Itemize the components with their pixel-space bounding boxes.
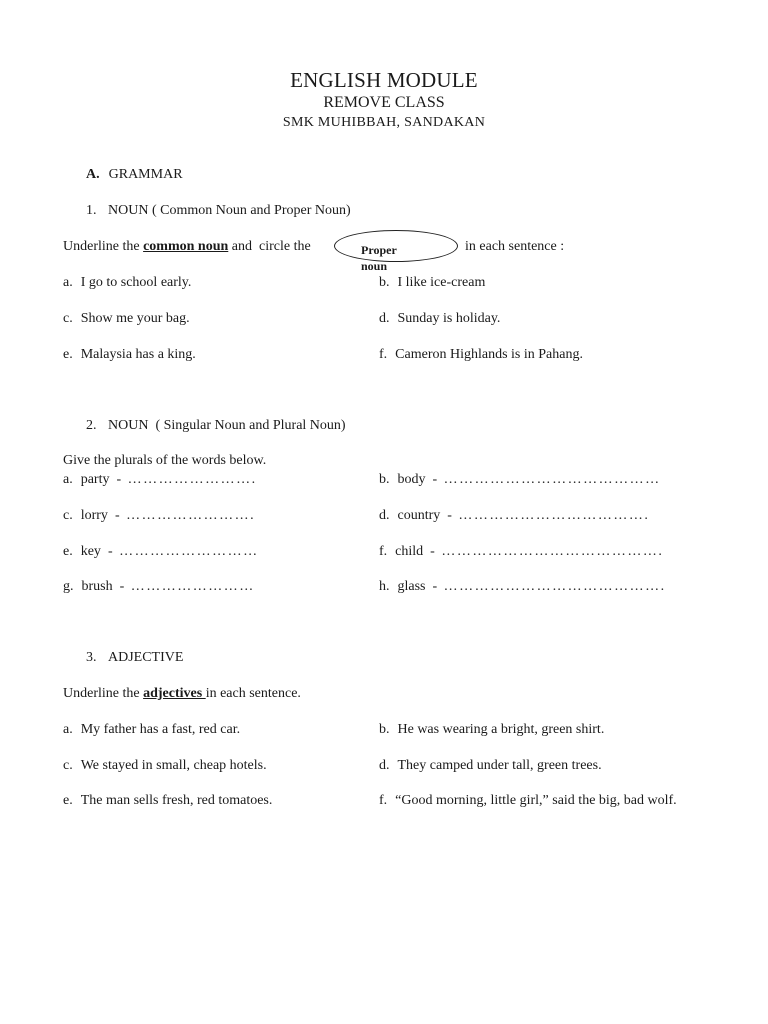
- item-word: glass: [397, 579, 426, 594]
- class-subtitle: REMOVE CLASS: [323, 94, 445, 111]
- part3-instruction-post: in each sentence.: [205, 686, 301, 701]
- item-letter: b.: [379, 722, 390, 737]
- item-letter: d.: [379, 508, 390, 523]
- item-text: I go to school early.: [80, 275, 192, 290]
- answer-blank: - ……………………………….: [447, 508, 650, 523]
- part3-item-b: [379, 723, 604, 737]
- answer-blank: - …………………………………….: [432, 579, 666, 594]
- part2-item-d: [379, 509, 649, 523]
- part1-heading-text: NOUN ( Common Noun and Proper Noun): [108, 203, 351, 218]
- answer-blank: - ……………………: [119, 579, 255, 594]
- part3-instruction-pre: Underline the: [63, 686, 144, 701]
- answer-blank: - ……………………………………: [432, 472, 661, 487]
- part3-heading: [86, 651, 183, 665]
- part2-item-g: [63, 580, 255, 594]
- item-word: key: [80, 544, 101, 559]
- item-text: He was wearing a bright, green shirt.: [397, 722, 605, 737]
- part2-heading: [86, 419, 346, 433]
- part1-item-f: [379, 348, 583, 362]
- proper-noun-oval-label: Proper noun: [361, 243, 397, 273]
- answer-blank: - …………………….: [114, 508, 256, 523]
- part2-instruction: Give the plurals of the words below.: [63, 453, 267, 468]
- part2-item-c: [63, 509, 255, 523]
- item-word: body: [397, 472, 426, 487]
- module-title: ENGLISH MODULE: [290, 68, 478, 92]
- part3-item-d: [379, 759, 602, 773]
- item-letter: e.: [63, 544, 73, 559]
- item-text: “Good morning, little girl,” said the big, bad wolf.: [395, 793, 677, 808]
- part1-item-d: [379, 312, 500, 326]
- part2-number: 2.: [86, 418, 97, 433]
- item-text: Sunday is holiday.: [397, 311, 501, 326]
- part2-item-b: [379, 473, 661, 487]
- section-a-name: GRAMMAR: [108, 167, 183, 182]
- school-name: SMK MUHIBBAH, SANDAKAN: [282, 115, 486, 130]
- item-letter: f.: [379, 544, 388, 559]
- item-text: Show me your bag.: [80, 311, 190, 326]
- part3-item-a: [63, 723, 240, 737]
- answer-blank: - …………………………………….: [430, 544, 664, 559]
- item-letter: g.: [63, 579, 74, 594]
- item-word: lorry: [80, 508, 108, 523]
- part1-item-c: [63, 312, 190, 326]
- item-letter: h.: [379, 579, 390, 594]
- item-letter: a.: [63, 472, 73, 487]
- part2-item-h: [379, 580, 666, 594]
- part3-number: 3.: [86, 650, 97, 665]
- item-text: My father has a fast, red car.: [80, 722, 241, 737]
- part3-item-f: [379, 794, 677, 808]
- answer-blank: - ………………………: [107, 544, 259, 559]
- part2-item-a: [63, 473, 257, 487]
- item-text: The man sells fresh, red tomatoes.: [80, 793, 273, 808]
- part3-instruction: [63, 687, 301, 701]
- part1-instruction-mid: and circle the: [228, 239, 315, 254]
- part1-instruction-post: in each sentence :: [465, 239, 565, 254]
- item-word: party: [80, 472, 110, 487]
- part3-item-e: [63, 794, 272, 808]
- item-word: child: [395, 544, 424, 559]
- item-text: Cameron Highlands is in Pahang.: [395, 347, 583, 362]
- answer-blank: - …………………….: [116, 472, 257, 487]
- item-letter: a.: [63, 722, 73, 737]
- item-letter: e.: [63, 347, 73, 362]
- part1-instruction: [63, 240, 314, 254]
- item-letter: b.: [379, 275, 390, 290]
- item-letter: b.: [379, 472, 390, 487]
- part1-heading: [86, 204, 351, 218]
- item-word: country: [397, 508, 441, 523]
- item-text: Malaysia has a king.: [80, 347, 196, 362]
- part1-instruction-pre: Underline the: [63, 239, 144, 254]
- item-letter: f.: [379, 793, 388, 808]
- part2-item-e: [63, 545, 259, 559]
- item-letter: a.: [63, 275, 73, 290]
- item-letter: c.: [63, 508, 73, 523]
- item-letter: c.: [63, 758, 73, 773]
- item-letter: f.: [379, 347, 388, 362]
- item-letter: e.: [63, 793, 73, 808]
- item-text: We stayed in small, cheap hotels.: [80, 758, 267, 773]
- part3-instruction-key: adjectives: [143, 686, 206, 701]
- item-letter: d.: [379, 311, 390, 326]
- part1-item-b: [379, 276, 485, 290]
- part2-heading-text: NOUN ( Singular Noun and Plural Noun): [108, 418, 346, 433]
- part1-item-e: [63, 348, 196, 362]
- section-a-heading: [86, 168, 183, 182]
- item-letter: d.: [379, 758, 390, 773]
- part1-item-a: [63, 276, 191, 290]
- item-text: They camped under tall, green trees.: [397, 758, 602, 773]
- section-a-letter: A.: [86, 167, 100, 182]
- item-letter: c.: [63, 311, 73, 326]
- item-word: brush: [81, 579, 113, 594]
- part1-number: 1.: [86, 203, 97, 218]
- part1-instruction-key: common noun: [143, 239, 229, 254]
- item-text: I like ice-cream: [397, 275, 486, 290]
- part2-item-f: [379, 545, 663, 559]
- part3-heading-text: ADJECTIVE: [108, 650, 184, 665]
- part3-item-c: [63, 759, 267, 773]
